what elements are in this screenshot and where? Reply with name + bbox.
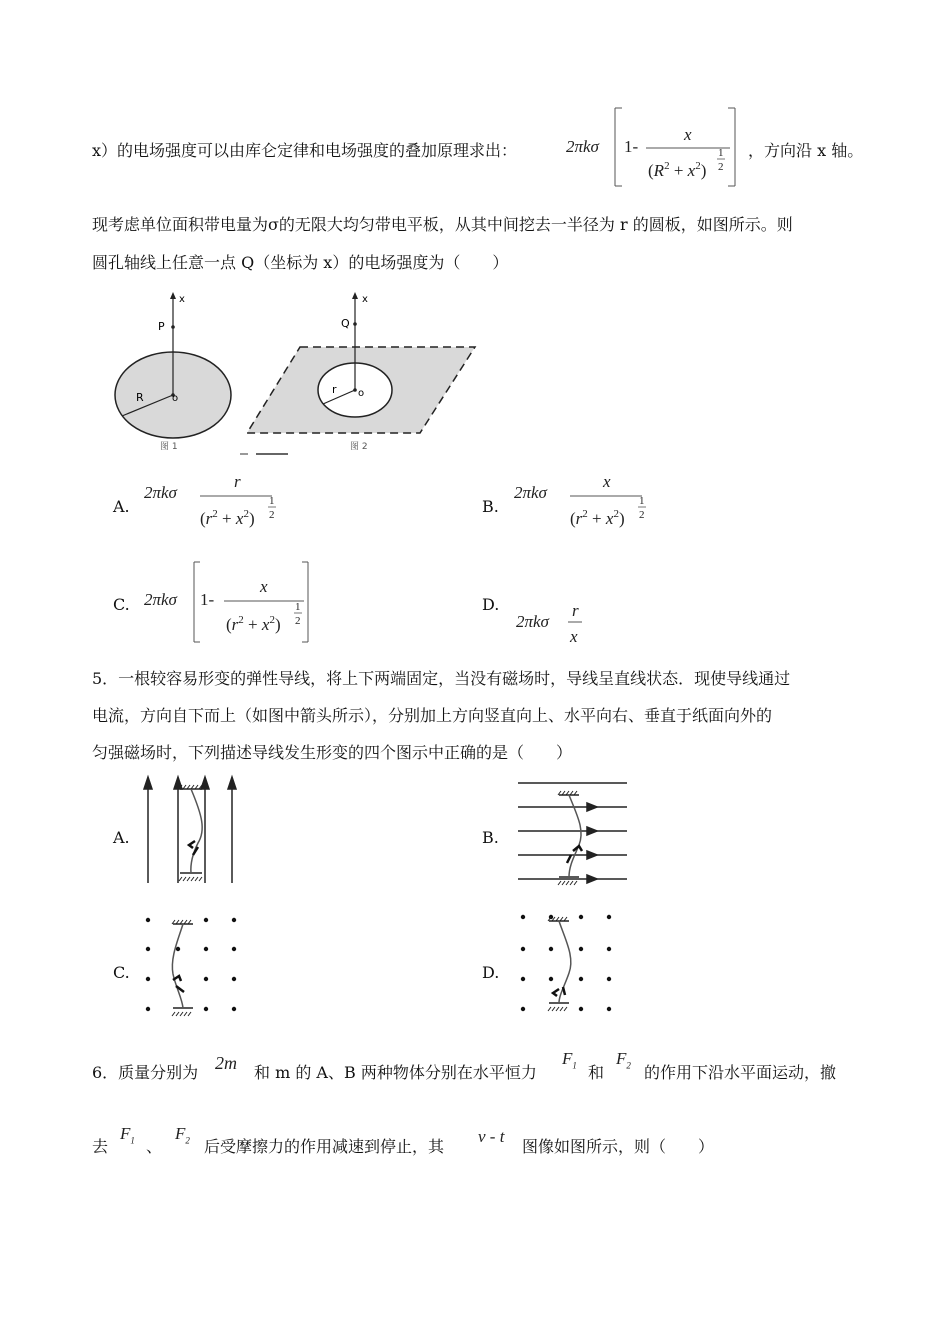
svg-text:1: 1 bbox=[295, 601, 301, 613]
q4-option-a-formula bbox=[142, 470, 292, 535]
formula-one-minus: 1- bbox=[624, 137, 639, 156]
svg-text:R: R bbox=[136, 391, 144, 404]
svg-text:1: 1 bbox=[269, 495, 275, 507]
q6-mass: 2m bbox=[215, 1053, 237, 1073]
q5-line2: 电流，方向自下而上（如图中箭头所示），分别加上方向竖直向上、水平向右、垂直于纸面向外的 bbox=[92, 706, 773, 725]
q6-line1-a: 6．质量分别为 bbox=[92, 1063, 199, 1082]
q4-intro-formula bbox=[560, 100, 760, 195]
svg-text:2πkσ: 2πkσ bbox=[516, 612, 549, 631]
svg-text:P: P bbox=[158, 320, 165, 333]
q5-option-b-figure bbox=[515, 775, 630, 887]
svg-text:图 2: 图 2 bbox=[350, 442, 368, 452]
svg-text:1: 1 bbox=[639, 495, 645, 507]
q4-intro-line2: 现考虑单位面积带电量为σ的无限大均匀带电平板，从其中间挖去一半径为 r 的圆板，如图所示。则 bbox=[92, 215, 793, 234]
q4-option-b-formula bbox=[512, 470, 662, 535]
q6-line2-b: 、 bbox=[146, 1137, 163, 1156]
formula-prefix: 2πkσ bbox=[566, 137, 599, 156]
svg-text:(r2 + x2): $(r^2 + x^2)$ bbox=[226, 614, 281, 634]
q6-f2-b: $F_2$ bbox=[175, 1124, 190, 1146]
svg-text:o: o bbox=[172, 393, 179, 404]
svg-text:r: r bbox=[332, 383, 337, 396]
q5-line3: 匀强磁场时，下列描述导线发生形变的四个图示中正确的是（ ） bbox=[92, 743, 573, 762]
q6-vt: v - t bbox=[478, 1127, 505, 1146]
q6-line1-b: 和 m 的 A、B 两种物体分别在水平恒力 bbox=[254, 1063, 537, 1082]
q5-line1: 5．一根较容易形变的弹性导线，将上下两端固定，当没有磁场时，导线呈直线状态．现使导线通过 bbox=[92, 669, 791, 688]
q6-line1-c: 和 bbox=[588, 1063, 605, 1082]
svg-text:2πkσ: 2πkσ bbox=[144, 590, 177, 609]
q5-option-c-figure bbox=[140, 910, 250, 1018]
svg-text:1-: 1- bbox=[200, 590, 215, 609]
q6-f1-a: $F_1$ bbox=[562, 1049, 577, 1071]
q6-line2-a: 去 bbox=[92, 1137, 109, 1156]
q6-line1-d: 的作用下沿水平面运动，撤 bbox=[644, 1063, 837, 1082]
figure-1 bbox=[115, 292, 231, 452]
q4-option-c-formula bbox=[142, 558, 322, 648]
q5-option-c-label[interactable]: C. bbox=[113, 963, 130, 982]
svg-text:(r2 + x2): $(r^2 + x^2)$ bbox=[570, 508, 625, 528]
q4-option-c-label[interactable]: C. bbox=[113, 595, 130, 614]
q4-intro-line1-tail: ，方向沿 x 轴。 bbox=[748, 141, 864, 160]
svg-text:x: x bbox=[684, 125, 692, 144]
svg-text:2πkσ: 2πkσ bbox=[514, 483, 547, 502]
svg-text:1: 1 bbox=[718, 147, 724, 159]
svg-text:x: x bbox=[260, 577, 268, 596]
q4-option-a-label[interactable]: A. bbox=[113, 497, 130, 516]
q4-figure bbox=[100, 290, 500, 460]
svg-text:(r2 + x2): $(r^2 + x^2)$ bbox=[200, 508, 255, 528]
q5-option-d-figure bbox=[515, 905, 625, 1017]
q5-option-a-figure bbox=[140, 775, 250, 887]
q4-intro-line1: x）的电场强度可以由库仑定律和电场强度的叠加原理求出： bbox=[92, 141, 518, 160]
q5-option-d-label[interactable]: D. bbox=[482, 963, 500, 982]
q4-option-b-label[interactable]: B. bbox=[482, 497, 499, 516]
q6-f2-a: $F_2$ bbox=[616, 1049, 631, 1071]
svg-text:x: x bbox=[362, 294, 368, 305]
q6-line2-c: 后受摩擦力的作用减速到停止，其 bbox=[204, 1137, 445, 1156]
svg-text:2: 2 bbox=[295, 615, 301, 627]
svg-text:x: x bbox=[570, 627, 578, 646]
svg-text:o: o bbox=[358, 388, 365, 399]
svg-text:2: 2 bbox=[269, 509, 275, 521]
svg-text:r: r bbox=[234, 472, 241, 491]
svg-text:r: r bbox=[572, 601, 579, 620]
q4-option-d-label[interactable]: D. bbox=[482, 595, 500, 614]
svg-text:(R2 + x2): $(R^2 + x^2)$ bbox=[648, 160, 707, 180]
q5-option-b-label[interactable]: B. bbox=[482, 828, 499, 847]
q4-option-d-formula bbox=[512, 600, 602, 650]
svg-text:x: x bbox=[603, 472, 611, 491]
svg-text:Q: Q bbox=[341, 317, 350, 330]
q4-intro-line3: 圆孔轴线上任意一点 Q（坐标为 x）的电场强度为（ ） bbox=[92, 253, 509, 272]
svg-text:2πkσ: 2πkσ bbox=[144, 483, 177, 502]
q6-f1-b: $F_1$ bbox=[120, 1124, 135, 1146]
svg-text:图 1: 图 1 bbox=[160, 442, 178, 452]
q6-line2-d: 图像如图所示，则（ ） bbox=[522, 1137, 715, 1156]
q5-option-a-label[interactable]: A. bbox=[113, 828, 130, 847]
svg-text:2: 2 bbox=[718, 161, 724, 173]
figure-2 bbox=[247, 292, 475, 452]
svg-text:2: 2 bbox=[639, 509, 645, 521]
svg-text:x: x bbox=[179, 294, 185, 305]
